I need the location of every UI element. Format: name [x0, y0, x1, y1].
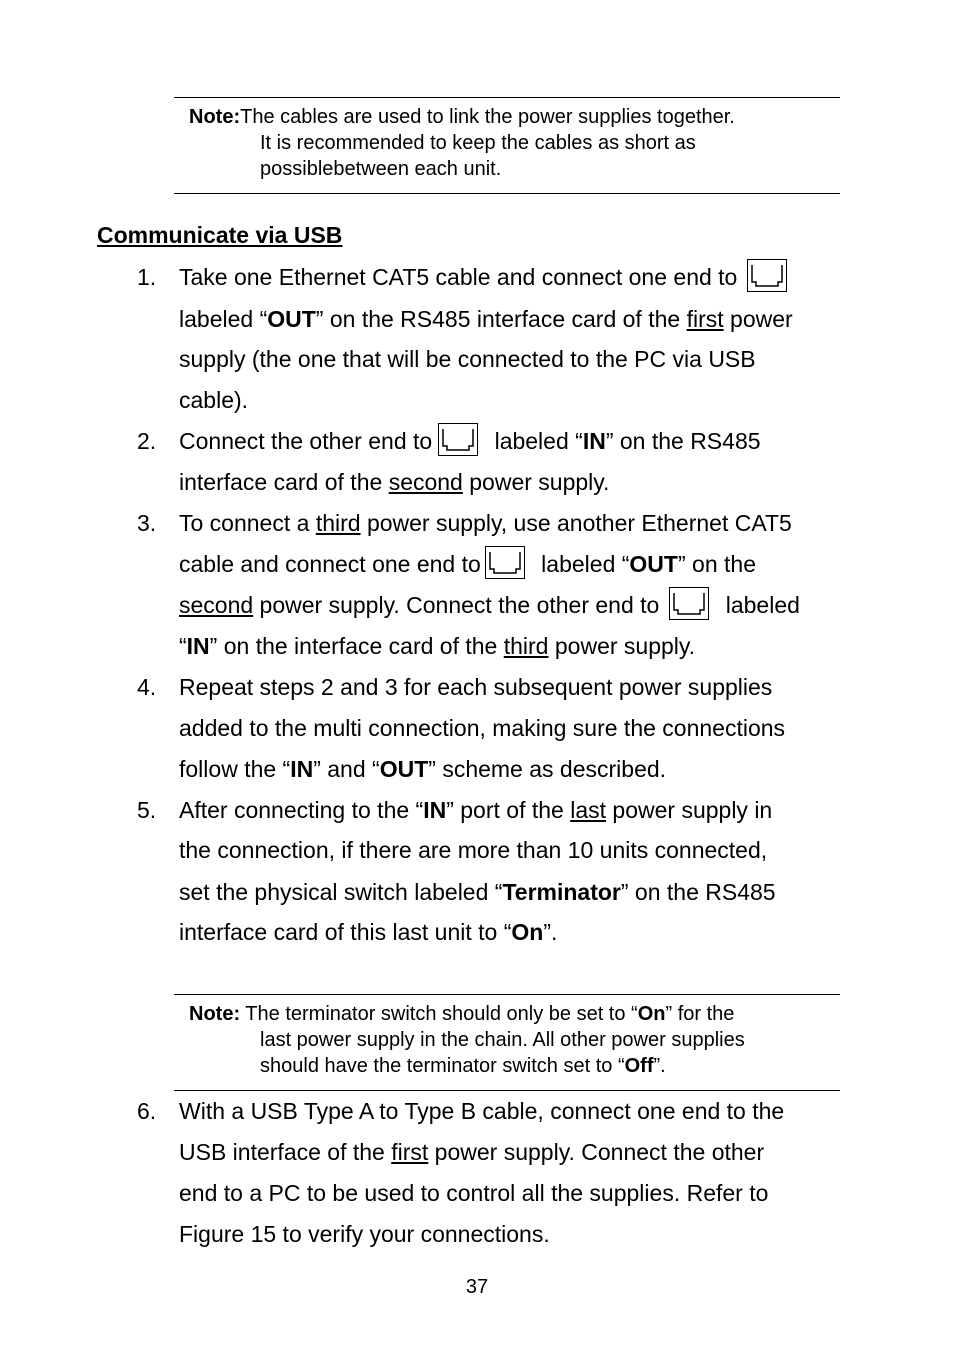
note-label: Note: — [189, 1003, 241, 1025]
rj45-port-icon — [438, 423, 478, 456]
step-number: 1. — [137, 264, 157, 290]
note-box-cables: Note:The cables are used to link the power supplies together. It is recommended to keep the cables as short as possiblebetween each unit. — [174, 97, 840, 194]
step-number: 6. — [137, 1098, 157, 1124]
step-number: 5. — [137, 797, 157, 823]
step-text: Take one Ethernet CAT5 cable and connect one end to — [179, 257, 791, 298]
step-number: 2. — [137, 428, 157, 454]
note-label: Note: — [189, 106, 241, 128]
step-number: 3. — [137, 510, 157, 536]
rj45-port-icon — [747, 259, 787, 292]
section-heading: Communicate via USB — [97, 222, 343, 248]
step-number: 4. — [137, 674, 157, 700]
rj45-port-icon — [669, 587, 709, 620]
rj45-port-icon — [485, 546, 525, 579]
page-number: 37 — [465, 1276, 489, 1298]
note-box-terminator: Note: The terminator switch should only be set to “On” for the last power supply in the chain. All other power supplies should have the terminator switch set to “Off”. — [174, 994, 840, 1091]
